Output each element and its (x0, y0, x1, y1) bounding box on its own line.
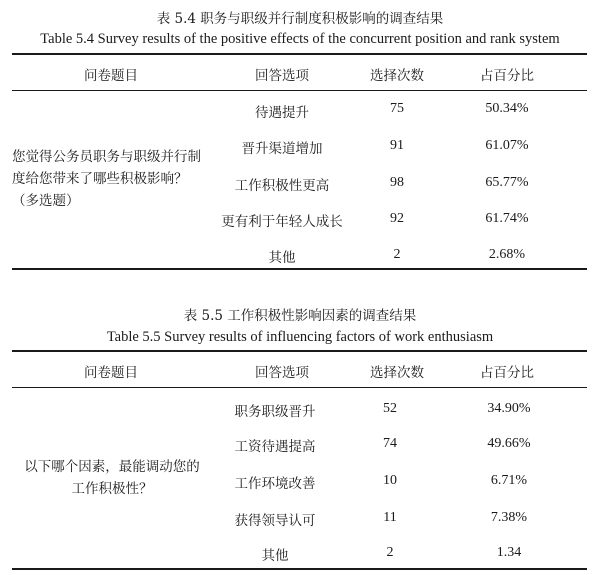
table-5-5-header-percent: 占百分比 (480, 365, 534, 381)
table-5-4-header-option: 回答选项 (255, 68, 309, 84)
table-5-4-header-question: 问卷题目 (84, 68, 138, 84)
selection-count: 2 (393, 247, 401, 262)
selection-count: 98 (390, 175, 404, 190)
selection-count: 74 (383, 436, 397, 451)
table-5-4-header-rule (12, 90, 587, 91)
table-5-5-top-rule (12, 350, 587, 352)
question-line: 度给您带来了哪些积极影响？ (12, 171, 188, 187)
answer-option: 工资待遇提高 (234, 439, 316, 455)
table-5-5-header-question: 问卷题目 (84, 365, 138, 381)
percentage: 34.90% (487, 401, 531, 416)
selection-count: 10 (383, 473, 397, 488)
question-line: 工作积极性？ (71, 481, 153, 497)
selection-count: 2 (386, 545, 394, 560)
percentage: 7.38% (490, 510, 528, 525)
answer-option: 获得领导认可 (234, 513, 316, 529)
question-line: （多选题） (12, 193, 80, 209)
percentage: 6.71% (490, 473, 528, 488)
selection-count: 52 (383, 401, 397, 416)
answer-option: 其他 (261, 548, 289, 564)
table-5-5-caption-zh: 表 5.5 工作积极性影响因素的调查结果 (183, 308, 417, 324)
table-5-5-header-rule (12, 387, 587, 388)
answer-option: 职务职级晋升 (234, 404, 316, 420)
answer-option: 工作环境改善 (234, 476, 316, 492)
percentage: 1.34 (496, 545, 522, 560)
selection-count: 91 (390, 138, 404, 153)
table-5-4-caption-zh: 表 5.4 职务与职级并行制度积极影响的调查结果 (156, 11, 444, 27)
table-5-5-caption-en: Table 5.5 Survey results of influencing factors of work enthusiasm (106, 329, 494, 345)
selection-count: 92 (390, 211, 404, 226)
question-line: 以下哪个因素，最能调动您的 (24, 459, 200, 475)
table-5-4-caption-en: Table 5.4 Survey results of the positive effects of the concurrent position and rank system (40, 31, 560, 47)
percentage: 49.66% (487, 436, 531, 451)
table-5-5-bottom-rule (12, 568, 587, 570)
table-5-5-header-option: 回答选项 (255, 365, 309, 381)
table-5-5-header-count: 选择次数 (370, 365, 424, 381)
answer-option: 晋升渠道增加 (241, 141, 323, 157)
table-5-4-header-percent: 占百分比 (480, 68, 534, 84)
percentage: 2.68% (488, 247, 526, 262)
percentage: 61.07% (485, 138, 529, 153)
selection-count: 11 (383, 510, 397, 525)
table-5-4-top-rule (12, 53, 587, 55)
table-5-4-bottom-rule (12, 268, 587, 270)
answer-option: 工作积极性更高 (234, 178, 330, 194)
table-5-4-header-count: 选择次数 (370, 68, 424, 84)
answer-option: 更有利于年轻人成长 (221, 214, 343, 230)
selection-count: 75 (390, 101, 404, 116)
table-5-5-question (12, 456, 212, 500)
answer-option: 待遇提升 (255, 105, 309, 121)
question-line: 您觉得公务员职务与职级并行制 (12, 149, 201, 165)
answer-option: 其他 (268, 250, 296, 266)
percentage: 61.74% (485, 211, 529, 226)
table-5-4-question (12, 146, 201, 212)
percentage: 65.77% (485, 175, 529, 190)
percentage: 50.34% (485, 101, 529, 116)
